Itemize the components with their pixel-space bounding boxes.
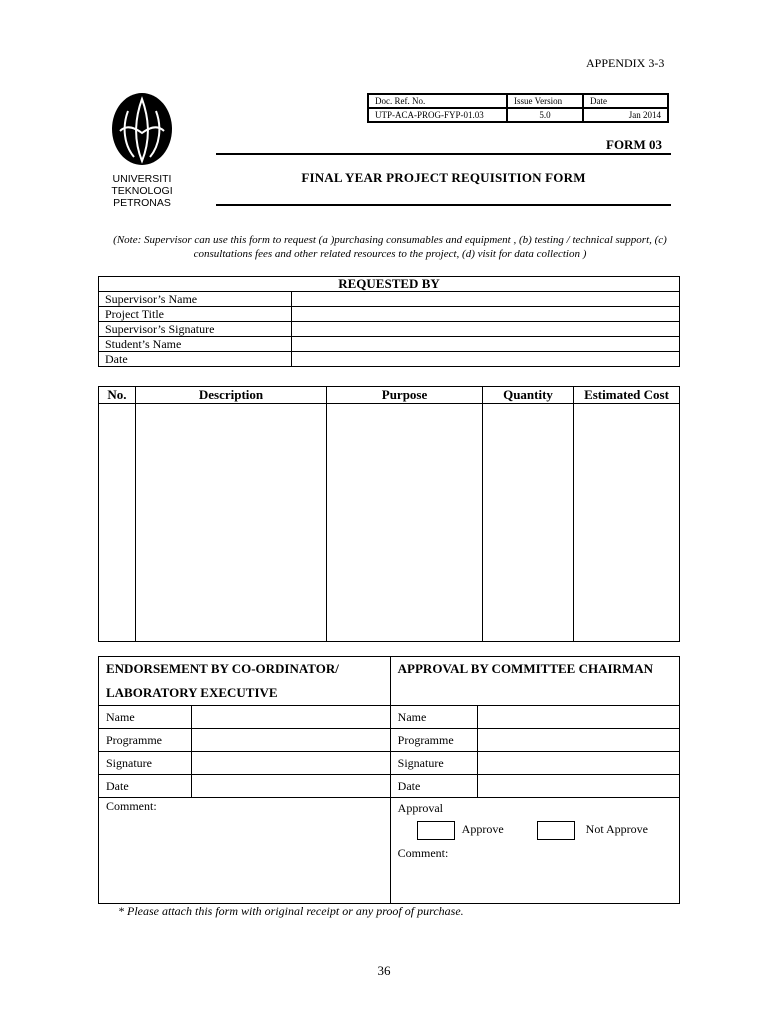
svg-text:PETRONAS: PETRONAS [113, 197, 171, 209]
approve-checkbox[interactable] [417, 821, 455, 840]
doc-ref-header: Doc. Ref. No. [368, 94, 507, 108]
requested-by-heading: REQUESTED BY [99, 277, 680, 292]
description-cell[interactable] [136, 404, 327, 642]
date-header: Date [583, 94, 668, 108]
column-header: Description [136, 387, 327, 404]
svg-text:UNIVERSITI: UNIVERSITI [112, 173, 172, 185]
note-text: (Note: Supervisor can use this form to request (a )purchasing consumables and equipment , (b) testing / technical support, (c) consultations fees and other related resources to the project, (d) visit for data collection ) [113, 234, 667, 260]
doc-ref-table [367, 93, 669, 123]
endorsement-name-field[interactable] [192, 706, 391, 729]
items-table [98, 386, 680, 642]
approve-label: Approve [461, 822, 504, 836]
purpose-cell[interactable] [327, 404, 483, 642]
comment-label: Comment: [106, 799, 157, 813]
title-rule-top [216, 153, 671, 155]
column-header: No. [99, 387, 136, 404]
supervisor-signature-field[interactable] [292, 322, 680, 337]
estimated-cost-cell[interactable] [574, 404, 680, 642]
approval-programme-field[interactable] [477, 729, 679, 752]
date-value: Jan 2014 [583, 108, 668, 122]
page-title: FINAL YEAR PROJECT REQUISITION FORM [301, 170, 586, 185]
form-number: FORM 03 [606, 137, 662, 152]
endorsement-signature-field[interactable] [192, 752, 391, 775]
title-rule-bottom [216, 204, 671, 206]
field-label: Supervisor’s Name [99, 292, 292, 307]
approval-name-field[interactable] [477, 706, 679, 729]
field-label: Signature [99, 752, 192, 775]
appendix-label: APPENDIX 3-3 [586, 56, 665, 70]
field-label: Name [390, 706, 477, 729]
not-approve-label: Not Approve [585, 822, 648, 836]
approval-heading: APPROVAL BY COMMITTEE CHAIRMAN [390, 657, 679, 706]
approval-comment-label: Comment: [397, 845, 449, 860]
not-approve-checkbox[interactable] [537, 821, 575, 840]
field-label: Supervisor’s Signature [99, 322, 292, 337]
project-title-field[interactable] [292, 307, 680, 322]
utp-emblem-icon [108, 91, 176, 211]
approval-box [390, 798, 679, 904]
svg-text:TEKNOLOGI: TEKNOLOGI [111, 185, 173, 197]
date-field[interactable] [292, 352, 680, 367]
endorsement-comment-box[interactable] [99, 798, 391, 904]
column-header: Estimated Cost [574, 387, 680, 404]
field-label: Programme [390, 729, 477, 752]
supervisor-name-field[interactable] [292, 292, 680, 307]
requested-by-table [98, 276, 680, 367]
footnote: * Please attach this form with original receipt or any proof of purchase. [118, 904, 464, 918]
field-label: Date [390, 775, 477, 798]
field-label: Name [99, 706, 192, 729]
issue-version-value: 5.0 [507, 108, 583, 122]
field-label: Date [99, 775, 192, 798]
approval-signature-field[interactable] [477, 752, 679, 775]
endorsement-programme-field[interactable] [192, 729, 391, 752]
endorsement-date-field[interactable] [192, 775, 391, 798]
student-name-field[interactable] [292, 337, 680, 352]
approval-label: Approval [397, 801, 443, 815]
endorsement-heading: ENDORSEMENT BY CO-ORDINATOR/ LABORATORY EXECUTIVE [99, 657, 391, 706]
university-logo [108, 91, 176, 211]
doc-ref-value: UTP-ACA-PROG-FYP-01.03 [368, 108, 507, 122]
field-label: Signature [390, 752, 477, 775]
field-label: Student’s Name [99, 337, 292, 352]
quantity-cell[interactable] [483, 404, 574, 642]
no-cell[interactable] [99, 404, 136, 642]
column-header: Quantity [483, 387, 574, 404]
endorsement-approval-table [98, 656, 680, 904]
field-label: Project Title [99, 307, 292, 322]
issue-version-header: Issue Version [507, 94, 583, 108]
approval-date-field[interactable] [477, 775, 679, 798]
field-label: Date [99, 352, 292, 367]
field-label: Programme [99, 729, 192, 752]
column-header: Purpose [327, 387, 483, 404]
page-number: 36 [377, 963, 391, 978]
